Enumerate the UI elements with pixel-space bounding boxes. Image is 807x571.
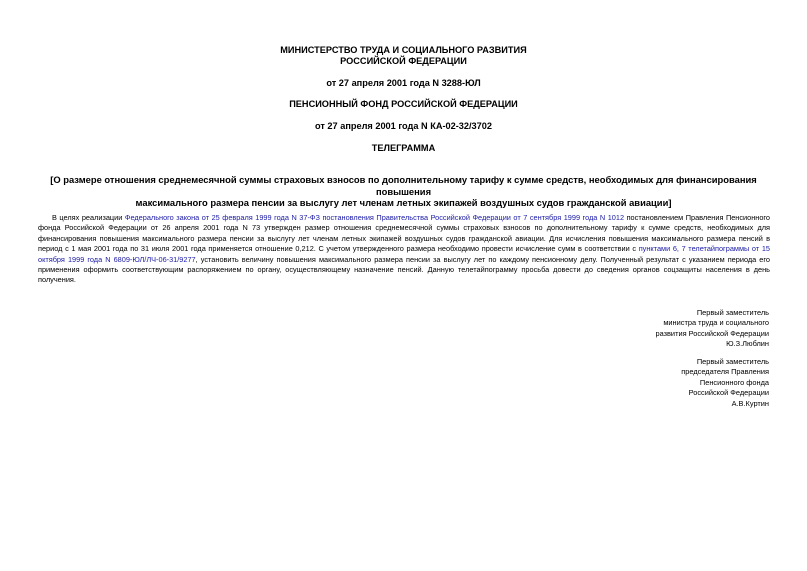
ministry-title [0,45,807,67]
subject-line2: максимального размера пенсии за выслугу лет членам летных экипажей воздушных судов гражданской авиации] [135,197,672,208]
body-paragraph [38,213,770,286]
signature-fund-line1: Первый заместитель [696,357,769,366]
subject-line1: [О размере отношения среднемесячной суммы страховых взносов по дополнительному тарифу к сумме средств, необходимых для финансирования повышения [50,174,757,197]
body-text-1: В целях реализации [52,213,125,222]
link-government-resolution[interactable]: постановления Правительства Российской Федерации от 7 сентября 1999 года N 1012 [322,213,625,222]
signature-ministry-line1: Первый заместитель [696,308,769,317]
signature-ministry-line3: развития Российской Федерации [655,328,769,338]
signature-ministry-line2: министра труда и социального [663,318,769,328]
document-subject [34,174,773,209]
signature-fund-line4: Российской Федерации [688,388,769,398]
signature-fund-line3: Пенсионного фонда [699,377,769,387]
signature-fund-name: А.В.Куртин [731,398,769,408]
body-text-4: , установить величину повышения максимального размера пенсии за выслугу лет по каждому пенсионному делу. Полученный результат с указанием периода его применения оформить соответствующим распоряжением по органу, осуществляющему назначение пенсий. Данную телетайпограмму просьба довести до сведения органов соцзащиты населения в день получения. [38,254,770,285]
signature-ministry [655,308,769,350]
document-type: ТЕЛЕГРАММА [371,143,436,153]
signature-ministry-name: Ю.З.Люблин [726,339,769,349]
ministry-date: от 27 апреля 2001 года N 3288-ЮЛ [326,78,481,88]
body-text-3: постановлением Правления Пенсионного фонда Российской Федерации от 26 апреля 2001 года N 73 утвержден размер отношения среднемесячной суммы страховых взносов по дополнительному тарифу к сумме средств, необходимых для финансирования повышения максимального размера пенсии за выслугу лет членам летных экипажей воздушных судов гражданской авиации. Для исчисления повышения максимального размера пенсий в период с 1 мая 2001 года по 31 июля 2001 года применяется отношение 0,212. С учетом утвержденного размера необходимо провести исчисление сумм в соответствии с [38,213,771,254]
ministry-title-line1: МИНИСТЕРСТВО ТРУДА И СОЦИАЛЬНОГО РАЗВИТИЯ [280,45,527,55]
signature-fund [681,357,769,409]
link-federal-law[interactable]: Федерального закона от 25 февраля 1999 года N 37-ФЗ [124,213,320,222]
signature-fund-line2: председателя Правления [681,367,769,377]
fund-date: от 27 апреля 2001 года N КА-02-32/3702 [315,121,492,131]
ministry-title-line2: РОССИЙСКОЙ ФЕДЕРАЦИИ [340,56,467,66]
fund-title: ПЕНСИОННЫЙ ФОНД РОССИЙСКОЙ ФЕДЕРАЦИИ [289,99,518,109]
link-teletype-items[interactable]: пунктами 6, 7 телетайпограммы от 15 октября 1999 года N 6809-ЮЛ/ЛЧ-06-31/9277 [38,244,770,264]
